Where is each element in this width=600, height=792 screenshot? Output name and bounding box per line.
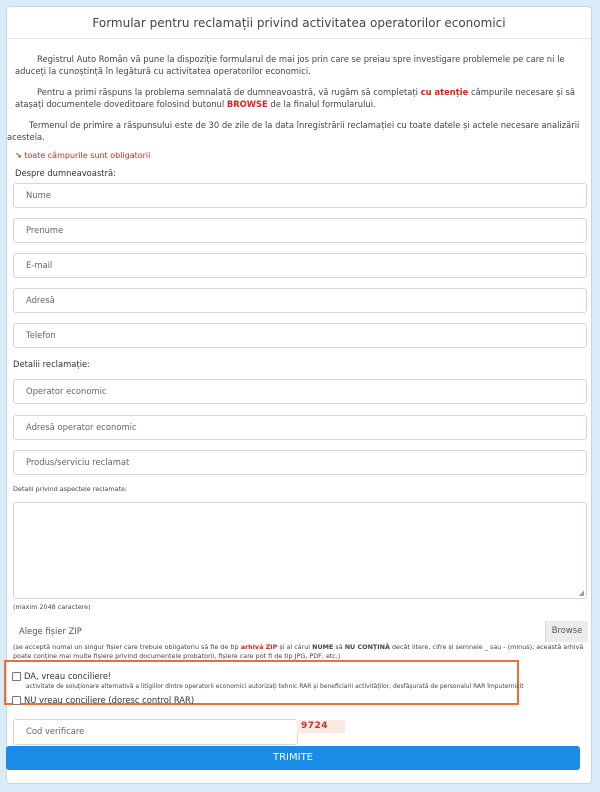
email-input[interactable] <box>13 253 587 278</box>
intro-paragraph-3: Termenul de primire a răspunsului este de 30 de zile de la data înregistrării reclamației cu toate datele și actele necesare analizării acesteia. <box>7 120 580 142</box>
file-note-3: să <box>333 643 345 651</box>
operator-address-placeholder: Adresă operator economic <box>26 422 137 432</box>
surname-placeholder: Prenume <box>26 225 64 235</box>
name-placeholder: Nume <box>26 190 51 200</box>
details-textarea[interactable] <box>13 502 587 599</box>
product-placeholder: Produs/serviciu reclamat <box>26 457 130 467</box>
intro2-emphasis: cu atenție <box>420 87 469 97</box>
required-arrow-icon: ↘ <box>15 151 22 160</box>
address-placeholder: Adresă <box>26 295 55 305</box>
yes-conciliation-label[interactable]: DA, vreau conciliere! <box>24 671 112 681</box>
captcha-image: 9724 <box>297 720 345 733</box>
intro2-text-2: câmpurile necesare și să atașați documentele doveditoare folosind butonul <box>15 87 576 109</box>
product-input[interactable] <box>13 450 587 475</box>
email-placeholder: E-mail <box>26 260 53 270</box>
verification-placeholder: Cod verificare <box>26 726 85 736</box>
file-note-2: și al cărui <box>277 643 313 651</box>
name-input[interactable] <box>13 183 587 208</box>
operator-address-input[interactable] <box>13 415 587 440</box>
file-picker[interactable] <box>13 621 587 642</box>
section-about: Despre dumneavoastră: <box>15 168 116 178</box>
surname-input[interactable] <box>13 218 587 243</box>
intro2-text-3: de la finalul formularului. <box>267 99 376 109</box>
yes-conciliation-desc: activitate de soluționare alternativă a litigiilor dintre operatorii economici autorizați tehnic RAR și beneficiarii activităților, desfășurată de personalul RAR împuternicit <box>26 683 524 690</box>
intro-paragraph-1: Registrul Auto Român vă pune la dispoziție formularul de mai jos prin care se preiau spre investigare problemele pe care ni le aduceți la cunoștință în legătură cu activitatea operatorilor economici. <box>15 54 565 76</box>
phone-input[interactable] <box>13 323 587 348</box>
no-conciliation-checkbox[interactable] <box>12 696 21 705</box>
file-note-zip: arhivă ZIP <box>240 643 278 651</box>
section-details: Detalii reclamație: <box>13 359 91 369</box>
file-note-name: NUME <box>312 643 334 651</box>
intro-paragraph-2 <box>15 86 583 110</box>
no-conciliation-label[interactable]: NU vreau conciliere (doresc control RAR) <box>24 695 195 705</box>
yes-conciliation-checkbox[interactable] <box>12 672 21 681</box>
file-note-notcontain: NU CONȚINĂ <box>344 643 390 651</box>
page-title: Formular pentru reclamații privind activitatea operatorilor economici <box>7 7 591 39</box>
conciliation-box <box>4 660 524 705</box>
textarea-limit: (maxim 2048 caractere) <box>13 603 91 611</box>
intro2-text: Pentru a primi răspuns la problema semnalată de dumneavoastră, vă rugăm să completați <box>37 87 421 97</box>
file-note <box>13 643 588 660</box>
verification-input[interactable] <box>13 719 298 745</box>
required-note-text: toate câmpurile sunt obligatorii <box>24 151 151 160</box>
file-note-4: decât litere, cifre și semnele _ sau - (minus); această arhivă poate conține mai multe fișiere privind documentele probatorii, fișiere care pot fi de tip JPG, PDF, etc.) <box>13 643 584 660</box>
address-input[interactable] <box>13 288 587 313</box>
phone-placeholder: Telefon <box>26 330 56 340</box>
file-note-1: (se acceptă numai un singur fișier care trebuie obligatoriu să fie de tip <box>13 643 241 651</box>
resize-handle-icon[interactable]: ◢ <box>578 589 584 597</box>
intro2-browse: BROWSE <box>226 99 268 109</box>
browse-button[interactable]: Browse <box>545 621 588 642</box>
operator-input[interactable] <box>13 379 587 404</box>
file-placeholder: Alege fișier ZIP <box>19 626 82 636</box>
required-note <box>15 151 591 160</box>
textarea-label: Detalii privind aspectele reclamate: <box>13 485 128 493</box>
submit-button[interactable]: TRIMITE <box>6 746 580 770</box>
operator-placeholder: Operator economic <box>26 386 107 396</box>
